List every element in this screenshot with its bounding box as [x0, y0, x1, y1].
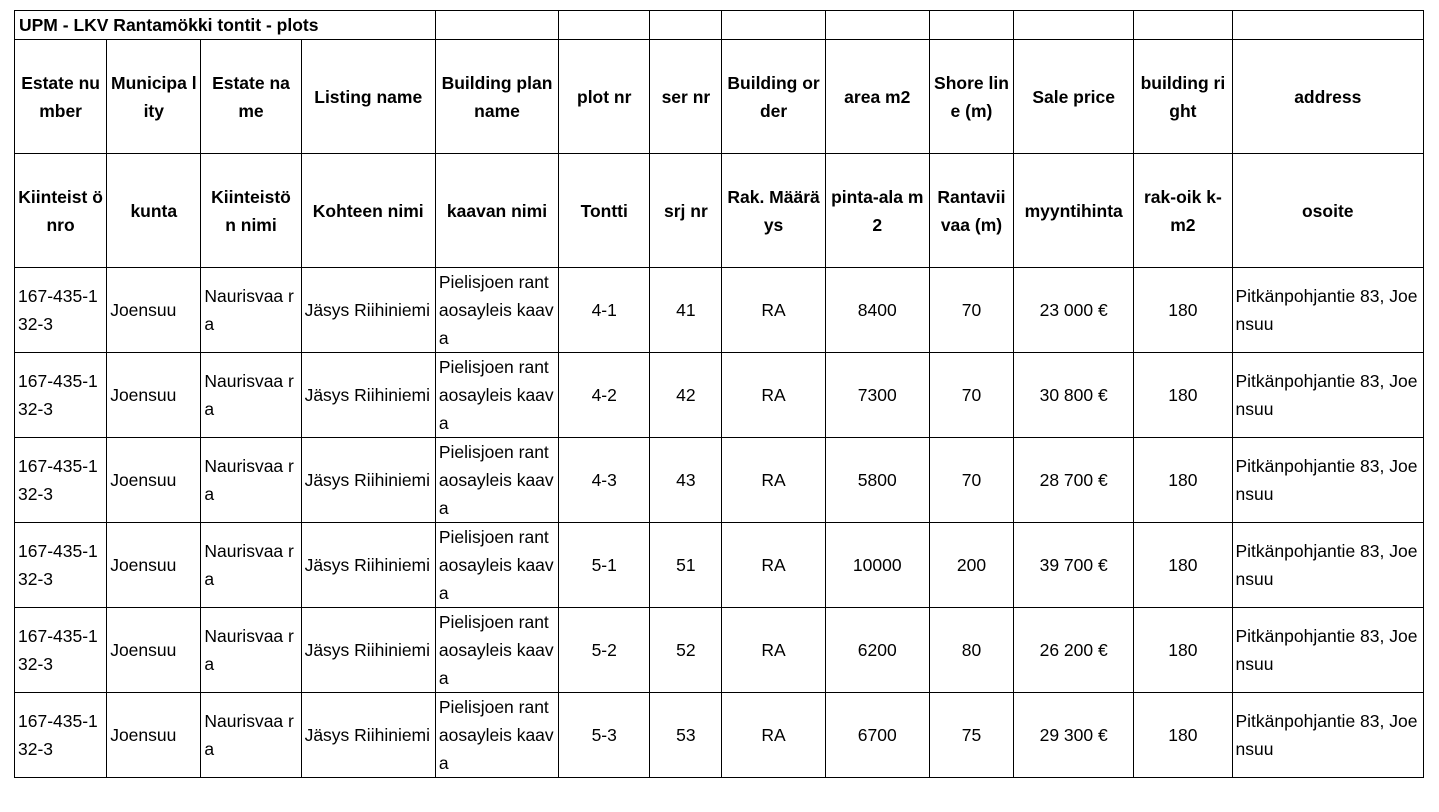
- header-area[interactable]: area m2: [825, 40, 929, 154]
- cell-estate-name[interactable]: Naurisvaa ra: [201, 523, 301, 608]
- cell-sale-price[interactable]: 26 200 €: [1014, 608, 1134, 693]
- header-kohteen-nimi[interactable]: Kohteen nimi: [301, 154, 435, 268]
- cell-shore-line[interactable]: 70: [929, 353, 1013, 438]
- cell-shore-line[interactable]: 80: [929, 608, 1013, 693]
- cell-municipality[interactable]: Joensuu: [107, 693, 201, 778]
- cell-area[interactable]: 5800: [825, 438, 929, 523]
- cell-building-order[interactable]: RA: [722, 693, 825, 778]
- cell-plot-nr[interactable]: 5-1: [559, 523, 650, 608]
- cell-municipality[interactable]: Joensuu: [107, 523, 201, 608]
- header-osoite[interactable]: osoite: [1232, 154, 1424, 268]
- header-srj-nr[interactable]: srj nr: [650, 154, 722, 268]
- empty-cell[interactable]: [435, 11, 558, 40]
- cell-estate-number[interactable]: 167-435-132-3: [15, 693, 107, 778]
- header-myyntihinta[interactable]: myyntihinta: [1014, 154, 1134, 268]
- cell-municipality[interactable]: Joensuu: [107, 438, 201, 523]
- cell-building-right[interactable]: 180: [1134, 608, 1232, 693]
- cell-sale-price[interactable]: 28 700 €: [1014, 438, 1134, 523]
- cell-shore-line[interactable]: 200: [929, 523, 1013, 608]
- header-building-plan-name[interactable]: Building plan name: [435, 40, 558, 154]
- header-estate-number[interactable]: Estate number: [15, 40, 107, 154]
- header-kunta[interactable]: kunta: [107, 154, 201, 268]
- cell-estate-number[interactable]: 167-435-132-3: [15, 608, 107, 693]
- cell-shore-line[interactable]: 70: [929, 268, 1013, 353]
- header-address[interactable]: address: [1232, 40, 1424, 154]
- cell-building-order[interactable]: RA: [722, 608, 825, 693]
- empty-cell[interactable]: [559, 11, 650, 40]
- cell-listing-name[interactable]: Jäsys Riihiniemi: [301, 438, 435, 523]
- header-estate-name[interactable]: Estate name: [201, 40, 301, 154]
- cell-plot-nr[interactable]: 5-3: [559, 693, 650, 778]
- cell-building-order[interactable]: RA: [722, 523, 825, 608]
- cell-building-plan-name[interactable]: Pielisjoen rantaosayleis kaava: [435, 608, 558, 693]
- cell-shore-line[interactable]: 70: [929, 438, 1013, 523]
- sheet-title[interactable]: UPM - LKV Rantamökki tontit - plots: [15, 11, 436, 40]
- cell-area[interactable]: 6200: [825, 608, 929, 693]
- cell-listing-name[interactable]: Jäsys Riihiniemi: [301, 523, 435, 608]
- cell-building-right[interactable]: 180: [1134, 268, 1232, 353]
- header-building-right[interactable]: building right: [1134, 40, 1232, 154]
- cell-ser-nr[interactable]: 53: [650, 693, 722, 778]
- header-rak-oik[interactable]: rak-oik k-m2: [1134, 154, 1232, 268]
- cell-estate-name[interactable]: Naurisvaa ra: [201, 693, 301, 778]
- cell-ser-nr[interactable]: 41: [650, 268, 722, 353]
- cell-ser-nr[interactable]: 52: [650, 608, 722, 693]
- cell-municipality[interactable]: Joensuu: [107, 268, 201, 353]
- cell-listing-name[interactable]: Jäsys Riihiniemi: [301, 268, 435, 353]
- cell-shore-line[interactable]: 75: [929, 693, 1013, 778]
- cell-area[interactable]: 10000: [825, 523, 929, 608]
- table-row: [15, 523, 1424, 608]
- header-kaavan-nimi[interactable]: kaavan nimi: [435, 154, 558, 268]
- table-row: [15, 693, 1424, 778]
- cell-building-plan-name[interactable]: Pielisjoen rantaosayleis kaava: [435, 438, 558, 523]
- cell-estate-name[interactable]: Naurisvaa ra: [201, 438, 301, 523]
- cell-building-right[interactable]: 180: [1134, 353, 1232, 438]
- cell-ser-nr[interactable]: 42: [650, 353, 722, 438]
- header-row-finnish: [15, 154, 1424, 268]
- cell-estate-number[interactable]: 167-435-132-3: [15, 268, 107, 353]
- table-row: [15, 268, 1424, 353]
- cell-plot-nr[interactable]: 4-1: [559, 268, 650, 353]
- cell-building-plan-name[interactable]: Pielisjoen rantaosayleis kaava: [435, 268, 558, 353]
- cell-address[interactable]: Pitkänpohjantie 83, Joensuu: [1232, 523, 1424, 608]
- header-ser-nr[interactable]: ser nr: [650, 40, 722, 154]
- cell-address[interactable]: Pitkänpohjantie 83, Joensuu: [1232, 608, 1424, 693]
- cell-estate-number[interactable]: 167-435-132-3: [15, 353, 107, 438]
- cell-plot-nr[interactable]: 5-2: [559, 608, 650, 693]
- header-listing-name[interactable]: Listing name: [301, 40, 435, 154]
- table-row: [15, 608, 1424, 693]
- cell-building-plan-name[interactable]: Pielisjoen rantaosayleis kaava: [435, 693, 558, 778]
- cell-sale-price[interactable]: 39 700 €: [1014, 523, 1134, 608]
- header-tontti[interactable]: Tontti: [559, 154, 650, 268]
- empty-cell[interactable]: [1014, 11, 1134, 40]
- cell-ser-nr[interactable]: 43: [650, 438, 722, 523]
- cell-building-order[interactable]: RA: [722, 438, 825, 523]
- cell-estate-name[interactable]: Naurisvaa ra: [201, 268, 301, 353]
- header-row-english: [15, 40, 1424, 154]
- cell-plot-nr[interactable]: 4-3: [559, 438, 650, 523]
- cell-area[interactable]: 6700: [825, 693, 929, 778]
- cell-estate-name[interactable]: Naurisvaa ra: [201, 608, 301, 693]
- header-kiinteistonro[interactable]: Kiinteist önro: [15, 154, 107, 268]
- cell-listing-name[interactable]: Jäsys Riihiniemi: [301, 608, 435, 693]
- header-rak-maarays[interactable]: Rak. Määräys: [722, 154, 825, 268]
- header-shore-line[interactable]: Shore line (m): [929, 40, 1013, 154]
- empty-cell[interactable]: [1232, 11, 1424, 40]
- header-kiinteiston-nimi[interactable]: Kiinteistö n nimi: [201, 154, 301, 268]
- cell-listing-name[interactable]: Jäsys Riihiniemi: [301, 353, 435, 438]
- header-building-order[interactable]: Building order: [722, 40, 825, 154]
- cell-building-plan-name[interactable]: Pielisjoen rantaosayleis kaava: [435, 523, 558, 608]
- cell-listing-name[interactable]: Jäsys Riihiniemi: [301, 693, 435, 778]
- cell-building-right[interactable]: 180: [1134, 438, 1232, 523]
- header-sale-price[interactable]: Sale price: [1014, 40, 1134, 154]
- cell-address[interactable]: Pitkänpohjantie 83, Joensuu: [1232, 693, 1424, 778]
- cell-area[interactable]: 7300: [825, 353, 929, 438]
- cell-municipality[interactable]: Joensuu: [107, 353, 201, 438]
- header-plot-nr[interactable]: plot nr: [559, 40, 650, 154]
- cell-building-right[interactable]: 180: [1134, 693, 1232, 778]
- header-rantaviiva[interactable]: Rantavii vaa (m): [929, 154, 1013, 268]
- table-row: [15, 438, 1424, 523]
- cell-estate-number[interactable]: 167-435-132-3: [15, 438, 107, 523]
- cell-ser-nr[interactable]: 51: [650, 523, 722, 608]
- title-row: [15, 11, 1424, 40]
- cell-sale-price[interactable]: 23 000 €: [1014, 268, 1134, 353]
- empty-cell[interactable]: [825, 11, 929, 40]
- cell-building-plan-name[interactable]: Pielisjoen rantaosayleis kaava: [435, 353, 558, 438]
- empty-cell[interactable]: [1134, 11, 1232, 40]
- empty-cell[interactable]: [929, 11, 1013, 40]
- cell-area[interactable]: 8400: [825, 268, 929, 353]
- cell-plot-nr[interactable]: 4-2: [559, 353, 650, 438]
- plots-table: [14, 10, 1424, 778]
- cell-address[interactable]: Pitkänpohjantie 83, Joensuu: [1232, 438, 1424, 523]
- header-municipality[interactable]: Municipa lity: [107, 40, 201, 154]
- cell-sale-price[interactable]: 29 300 €: [1014, 693, 1134, 778]
- cell-estate-name[interactable]: Naurisvaa ra: [201, 353, 301, 438]
- cell-building-right[interactable]: 180: [1134, 523, 1232, 608]
- empty-cell[interactable]: [722, 11, 825, 40]
- header-pinta-ala[interactable]: pinta-ala m2: [825, 154, 929, 268]
- cell-address[interactable]: Pitkänpohjantie 83, Joensuu: [1232, 353, 1424, 438]
- cell-building-order[interactable]: RA: [722, 268, 825, 353]
- cell-municipality[interactable]: Joensuu: [107, 608, 201, 693]
- cell-address[interactable]: Pitkänpohjantie 83, Joensuu: [1232, 268, 1424, 353]
- table-row: [15, 353, 1424, 438]
- cell-sale-price[interactable]: 30 800 €: [1014, 353, 1134, 438]
- empty-cell[interactable]: [650, 11, 722, 40]
- cell-estate-number[interactable]: 167-435-132-3: [15, 523, 107, 608]
- cell-building-order[interactable]: RA: [722, 353, 825, 438]
